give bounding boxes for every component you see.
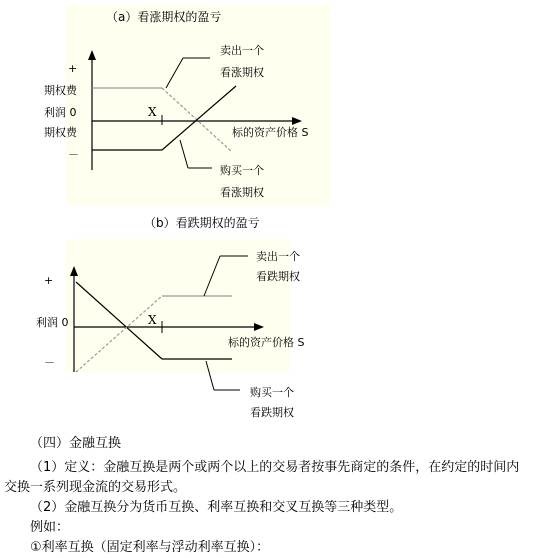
figure-a-x-axis-label: 标的资产价格 S xyxy=(232,126,309,139)
figure-a-minus: － xyxy=(68,148,79,161)
figure-b-minus: － xyxy=(44,356,55,369)
figure-a-y-arrow xyxy=(88,50,96,60)
figure-a-premium-upper: 期权费 xyxy=(44,84,77,97)
figure-a-buy-label-2: 看涨期权 xyxy=(220,186,264,199)
figure-a-sell-label-1: 卖出一个 xyxy=(220,44,264,57)
section-heading: （四）金融互换 xyxy=(30,436,122,451)
figure-b-buy-label-2: 看跌期权 xyxy=(250,406,294,419)
list-item-1: ①利率互换（固定利率与浮动利率互换）： xyxy=(30,540,270,555)
figure-a-buy-call-slope xyxy=(162,86,236,150)
example-label: 例如： xyxy=(30,520,70,535)
figure-b-profit-zero: 利润 0 xyxy=(36,316,69,329)
paragraph-1-line-1: （1）定义：金融互换是两个或两个以上的交易者按事先商定的条件，在约定的时间内 xyxy=(30,460,520,475)
figure-b-sell-label-1: 卖出一个 xyxy=(256,250,300,263)
figure-b-buy-label-1: 购买一个 xyxy=(250,386,294,399)
figure-a-x-arrow xyxy=(292,117,302,125)
figure-a-sell-label-2: 看涨期权 xyxy=(220,66,264,79)
figure-a-profit-zero: 利润 0 xyxy=(44,106,77,119)
figure-b-x-axis-label: 标的资产价格 S xyxy=(228,336,305,349)
figure-a-strike-label: X xyxy=(148,105,157,119)
figure-a-buy-leader xyxy=(180,140,188,168)
figure-a-title: （a）看涨期权的盈亏 xyxy=(106,10,222,24)
paragraph-2: （2）金融互换分为货币互换、利率互换和交叉互换等三种类型。 xyxy=(30,500,403,515)
paragraph-1-line-2: 交换一系列现金流的交易形式。 xyxy=(4,480,187,495)
figure-a-premium-lower: 期权费 xyxy=(44,126,77,139)
figure-b-strike-label: X xyxy=(148,313,157,327)
figure-a-sell-leader xyxy=(166,58,183,88)
figure-a-buy-label-1: 购买一个 xyxy=(220,164,264,177)
figure-b-plus: + xyxy=(44,274,54,287)
figure-b-sell-label-2: 看跌期权 xyxy=(256,270,300,283)
figure-b-title: （b）看跌期权的盈亏 xyxy=(144,216,260,230)
figure-a-plus: + xyxy=(68,62,78,75)
